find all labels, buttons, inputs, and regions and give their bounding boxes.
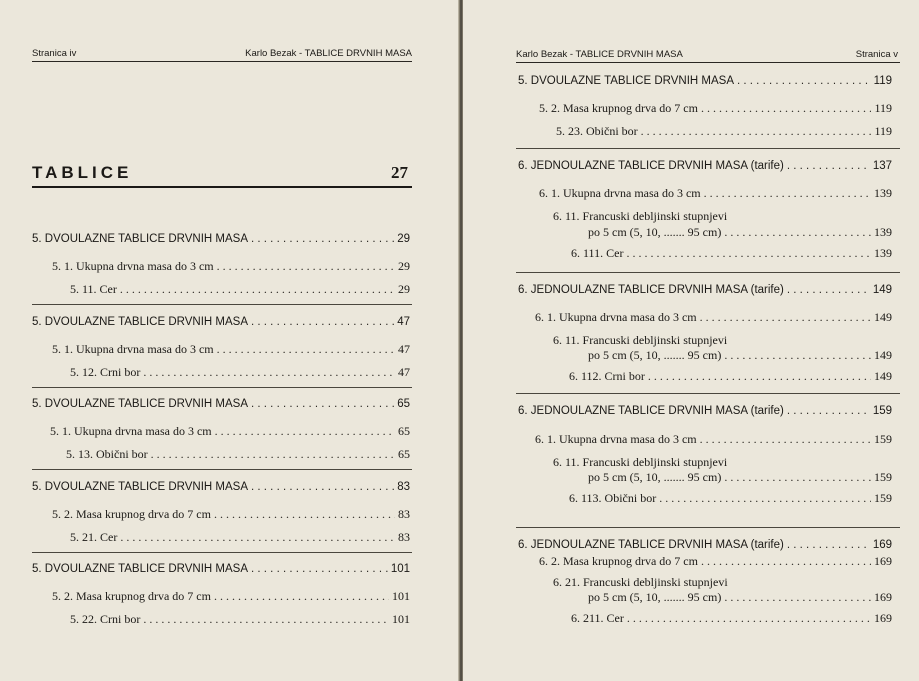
group-divider bbox=[32, 304, 412, 305]
toc-entry[interactable]: 6. JEDNOULAZNE TABLICE DRVNIH MASA (tarife) . . . 169 bbox=[518, 539, 892, 551]
toc-subentry-line1: 6. 11. Francuski debljinski stupnjevi bbox=[553, 209, 728, 223]
group-divider bbox=[32, 469, 412, 470]
group-divider bbox=[32, 387, 412, 388]
toc-leaf-entry[interactable]: 5. 13. Obični bor . . . 65 bbox=[66, 447, 410, 462]
toc-subentry-line2[interactable]: po 5 cm (5, 10, ....... 95 cm) . . . 149 bbox=[588, 348, 892, 363]
toc-subentry[interactable]: 5. 1. Ukupna drvna masa do 3 cm . . . 47 bbox=[52, 342, 410, 357]
toc-entry[interactable]: 5. DVOULAZNE TABLICE DRVNIH MASA . . . 29 bbox=[32, 233, 410, 245]
toc-subentry[interactable]: 6. 2. Masa krupnog drva do 7 cm . . . 169 bbox=[539, 554, 892, 569]
toc-leaf-entry[interactable]: 6. 112. Crni bor . . . 149 bbox=[569, 369, 892, 384]
toc-entry[interactable]: 6. JEDNOULAZNE TABLICE DRVNIH MASA (tarife) . . . 159 bbox=[518, 405, 892, 417]
toc-entry[interactable]: 6. JEDNOULAZNE TABLICE DRVNIH MASA (tarife) . . . 137 bbox=[518, 160, 892, 172]
toc-subentry[interactable]: 6. 1. Ukupna drvna masa do 3 cm . . . 139 bbox=[539, 186, 892, 201]
toc-subentry[interactable]: 5. 2. Masa krupnog drva do 7 cm . . . 101 bbox=[52, 589, 410, 604]
left-header-rule bbox=[32, 61, 412, 62]
right-header-page-label: Stranica v bbox=[855, 49, 898, 60]
toc-entry[interactable]: 5. DVOULAZNE TABLICE DRVNIH MASA . . . 119 bbox=[518, 75, 892, 87]
right-header-author-title: Karlo Bezak - TABLICE DRVNIH MASA bbox=[516, 49, 683, 60]
group-divider bbox=[516, 393, 900, 394]
toc-subentry-line1: 6. 11. Francuski debljinski stupnjevi bbox=[553, 455, 728, 469]
group-divider bbox=[516, 148, 900, 149]
toc-subentry[interactable]: 5. 2. Masa krupnog drva do 7 cm . . . 83 bbox=[52, 507, 410, 522]
right-page bbox=[463, 0, 919, 681]
left-page bbox=[0, 0, 459, 681]
toc-subentry[interactable]: 6. 1. Ukupna drvna masa do 3 cm . . . 149 bbox=[535, 310, 892, 325]
toc-subentry[interactable]: 5. 1. Ukupna drvna masa do 3 cm . . . 29 bbox=[52, 259, 410, 274]
toc-subentry-line2[interactable]: po 5 cm (5, 10, ....... 95 cm) . . . 159 bbox=[588, 470, 892, 485]
toc-leaf-entry[interactable]: 6. 211. Cer . . . 169 bbox=[571, 611, 892, 626]
toc-entry[interactable]: 5. DVOULAZNE TABLICE DRVNIH MASA . . . 47 bbox=[32, 316, 410, 328]
toc-subentry-line1: 6. 11. Francuski debljinski stupnjevi bbox=[553, 333, 728, 347]
toc-leaf-entry[interactable]: 5. 22. Crni bor . . . 101 bbox=[70, 612, 410, 627]
toc-subentry[interactable]: 6. 1. Ukupna drvna masa do 3 cm . . . 159 bbox=[535, 432, 892, 447]
group-divider bbox=[516, 527, 900, 528]
toc-entry[interactable]: 5. DVOULAZNE TABLICE DRVNIH MASA . . . 65 bbox=[32, 398, 410, 410]
section-heading bbox=[32, 163, 412, 183]
toc-subentry-line2[interactable]: po 5 cm (5, 10, ....... 95 cm) . . . 169 bbox=[588, 590, 892, 605]
toc-entry[interactable]: 5. DVOULAZNE TABLICE DRVNIH MASA . . . 83 bbox=[32, 481, 410, 493]
left-header-author-title: Karlo Bezak - TABLICE DRVNIH MASA bbox=[245, 48, 412, 59]
left-header-page-label: Stranica iv bbox=[32, 48, 77, 59]
group-divider bbox=[32, 552, 412, 553]
toc-subentry-line1: 6. 21. Francuski debljinski stupnjevi bbox=[553, 575, 728, 589]
toc-leaf-entry[interactable]: 5. 12. Crni bor . . . 47 bbox=[70, 365, 410, 380]
section-page-number: 27 bbox=[391, 163, 408, 182]
toc-leaf-entry[interactable]: 6. 113. Obični bor . . . 159 bbox=[569, 491, 892, 506]
toc-leaf-entry[interactable]: 5. 21. Cer . . . 83 bbox=[70, 530, 410, 545]
toc-subentry[interactable]: 5. 2. Masa krupnog drva do 7 cm . . . 119 bbox=[539, 101, 892, 116]
toc-leaf-entry[interactable]: 5. 23. Obični bor . . . 119 bbox=[556, 124, 892, 139]
section-rule bbox=[32, 186, 412, 188]
right-header-rule bbox=[516, 62, 900, 63]
toc-subentry-line2[interactable]: po 5 cm (5, 10, ....... 95 cm) . . . 139 bbox=[588, 225, 892, 240]
toc-entry[interactable]: 6. JEDNOULAZNE TABLICE DRVNIH MASA (tarife) . . . 149 bbox=[518, 284, 892, 296]
section-title: TABLICE bbox=[32, 163, 133, 182]
toc-subentry[interactable]: 5. 1. Ukupna drvna masa do 3 cm . . . 65 bbox=[50, 424, 410, 439]
toc-leaf-entry[interactable]: 6. 111. Cer . . . 139 bbox=[571, 246, 892, 261]
toc-leaf-entry[interactable]: 5. 11. Cer . . . 29 bbox=[70, 282, 410, 297]
group-divider bbox=[516, 272, 900, 273]
toc-entry[interactable]: 5. DVOULAZNE TABLICE DRVNIH MASA . . . 101 bbox=[32, 563, 410, 575]
